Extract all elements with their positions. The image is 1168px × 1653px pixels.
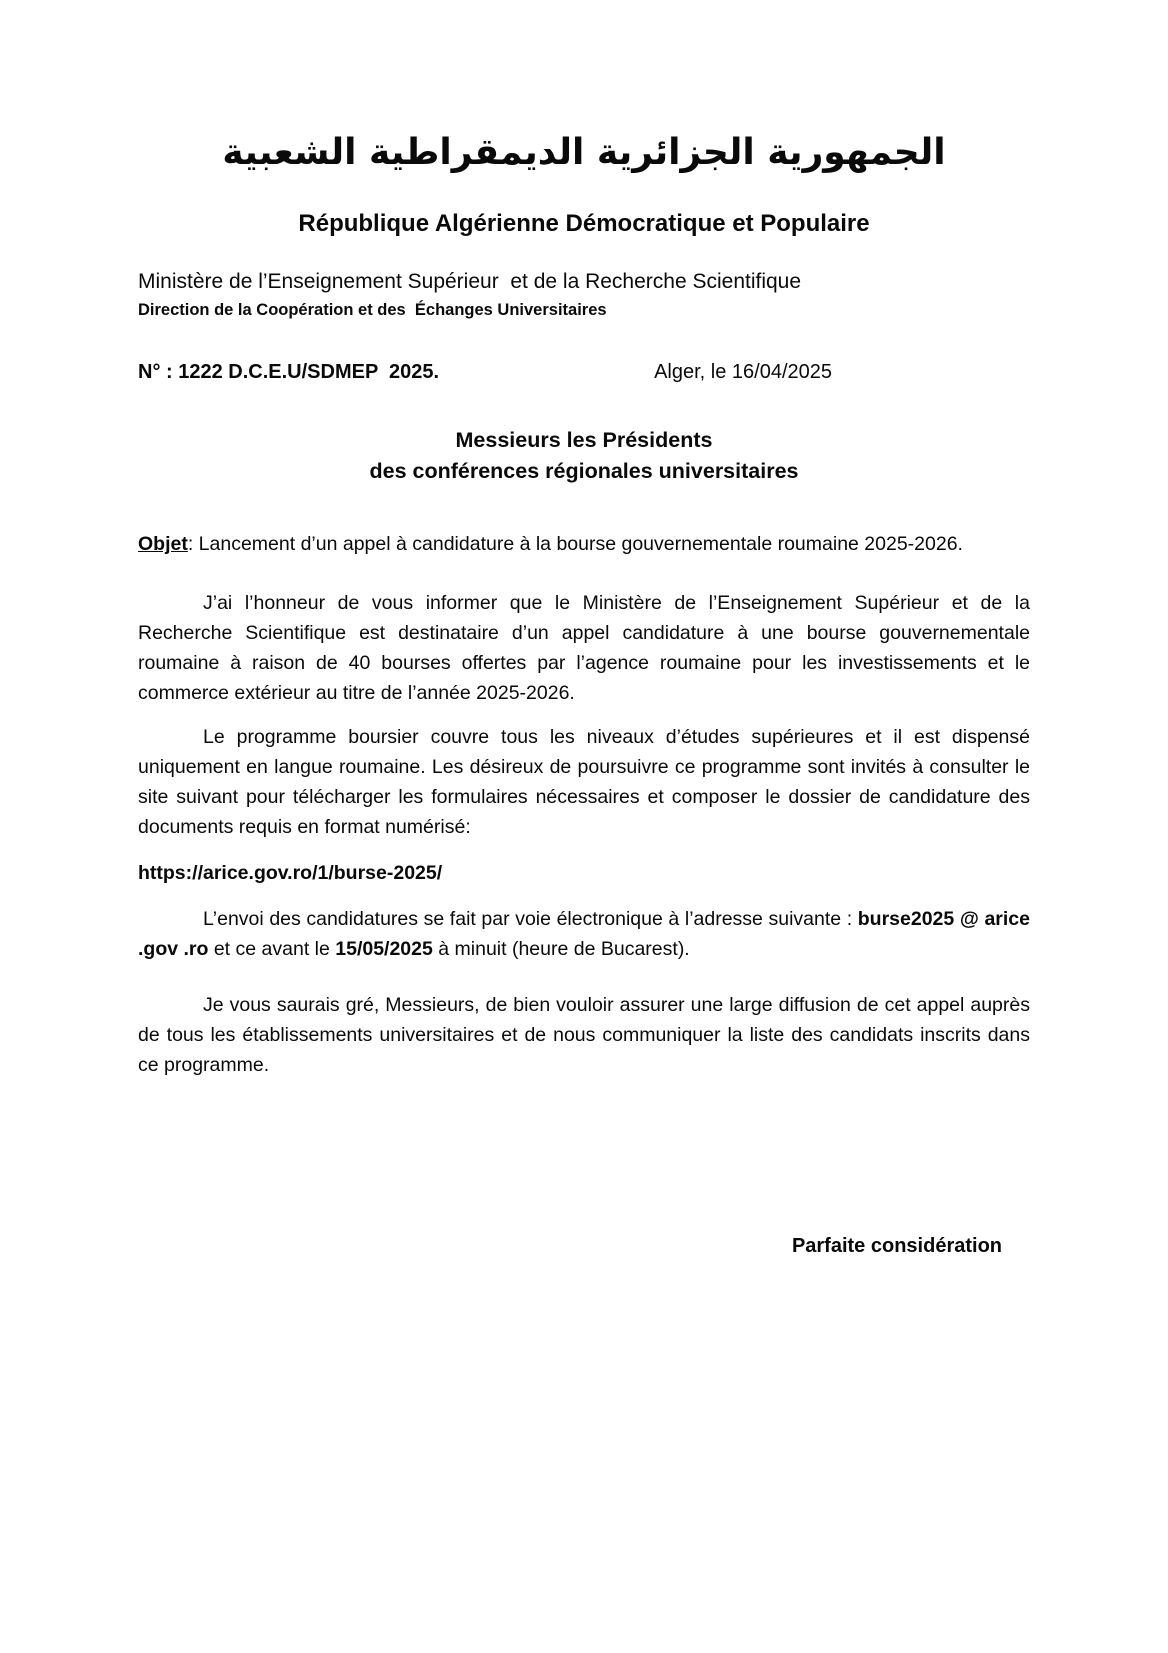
paragraph-3-intro: L’envoi des candidatures se fait par voie électronique à l’adresse suivante :	[203, 908, 853, 930]
subject-text: : Lancement d’un appel à candidature à la bourse gouvernementale roumaine 2025-2026.	[187, 533, 963, 555]
reference-row	[138, 357, 1030, 387]
letter-content	[0, 128, 1168, 1260]
paragraph-3-middle: et ce avant le	[208, 938, 336, 960]
subject-label: Objet	[138, 533, 188, 555]
paragraph-2: Le programme boursier couvre tous les niveaux d’études supérieures et il est dispensé uniquement en langue roumaine. Les désireux de poursuivre ce programme sont invités à consulter le site suivant pour télécharger les formulaires nécessaires et composer le dossier de candidature des documents requis en format numérisé:	[138, 726, 1030, 838]
place-and-date: Alger, le 16/04/2025	[654, 361, 832, 383]
addressee-line-1: Messieurs les Présidents	[455, 428, 713, 452]
addressee-block	[138, 425, 1030, 487]
scholarship-url: https://arice.gov.ro/1/burse-2025/	[138, 862, 443, 884]
subject-line	[138, 529, 1030, 559]
direction-name: Direction de la Coopération et des Échanges Universitaires	[138, 301, 607, 319]
ministry-name: Ministère de l’Enseignement Supérieur et de la Recherche Scientifique	[138, 270, 802, 293]
arabic-republic-title: الجمهورية الجزائرية الديمقراطية الشعبية	[222, 132, 946, 173]
paragraph-1: J’ai l’honneur de vous informer que le Ministère de l’Enseignement Supérieur et de la Recherche Scientifique est destinataire d’un appel candidature à une bourse gouvernementale roumaine à raison de 40 bourses offertes par l’agence roumaine pour les investissements et le commerce extérieur au titre de l’année 2025-2026.	[138, 592, 1030, 704]
paragraph-4: Je vous saurais gré, Messieurs, de bien vouloir assurer une large diffusion de cet appel auprès de tous les établissements universitaires et de nous communiquer la liste des candidats inscrits dans ce programme.	[138, 994, 1030, 1076]
reference-number: N° : 1222 D.C.E.U/SDMEP 2025.	[138, 361, 440, 383]
closing-salutation: Parfaite considération	[791, 1235, 1002, 1257]
application-email: burse2025 @ arice .gov .ro	[138, 908, 1031, 960]
paragraph-3	[138, 904, 1030, 964]
republic-title: République Algérienne Démocratique et Populaire	[298, 210, 870, 237]
paragraph-3-end: à minuit (heure de Bucarest).	[432, 938, 690, 960]
deadline-date: 15/05/2025	[335, 938, 433, 960]
addressee-line-2: des conférences régionales universitaires	[369, 459, 799, 483]
